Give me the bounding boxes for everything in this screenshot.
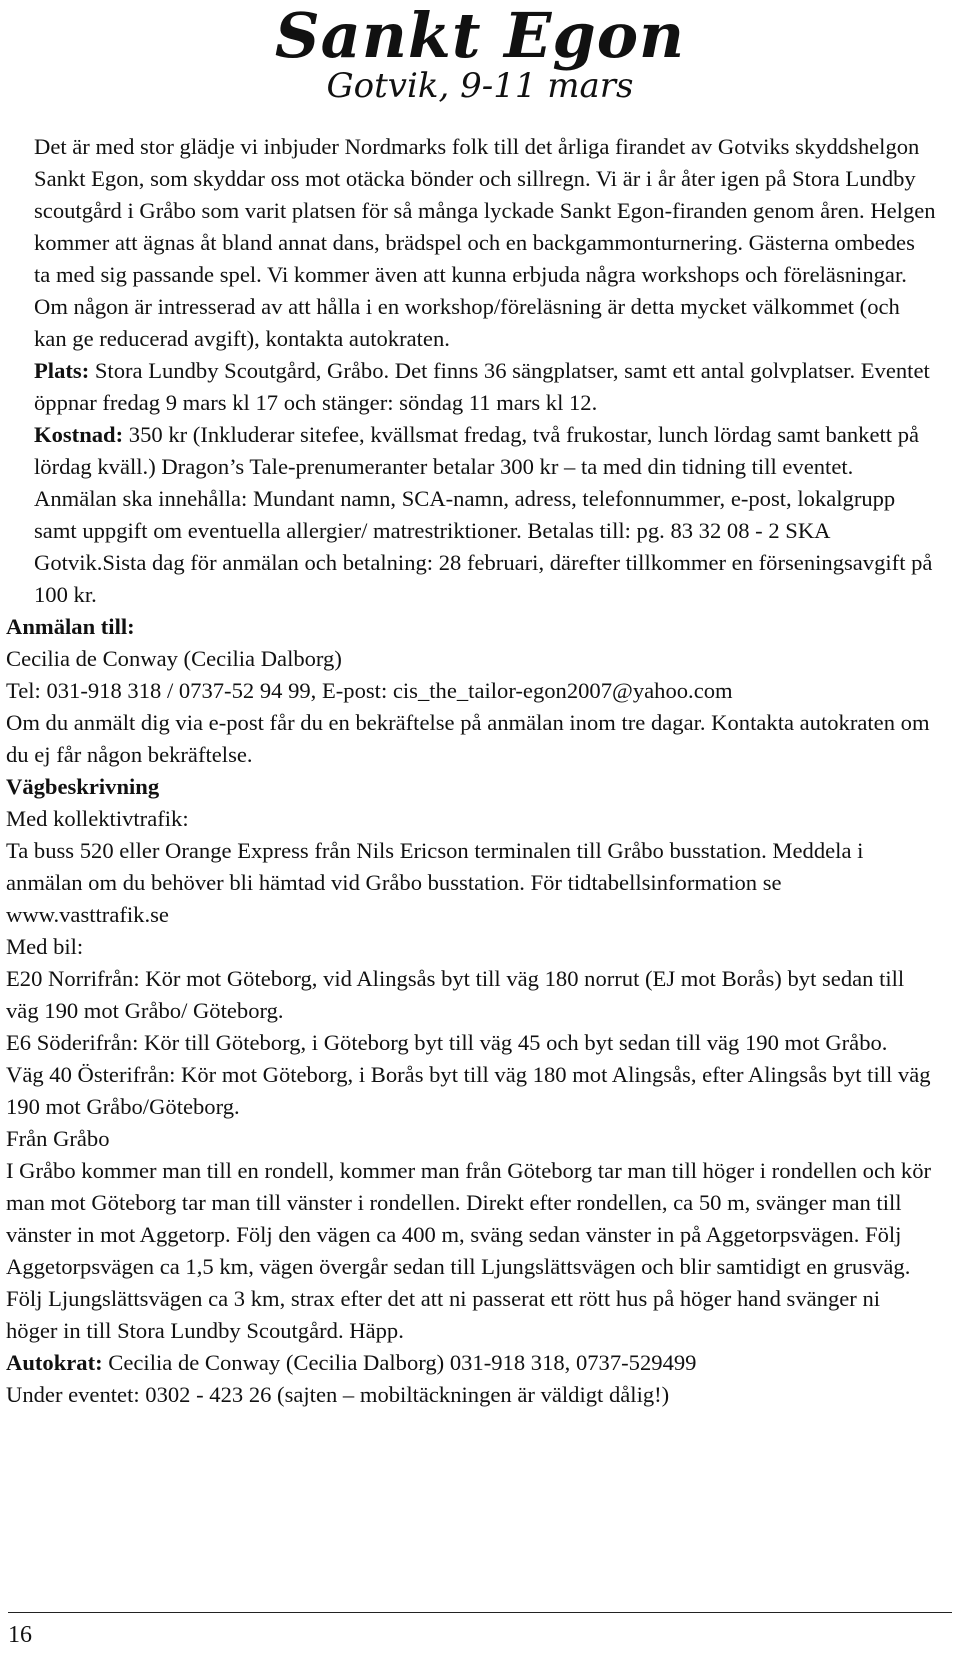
- autokrat-text: Cecilia de Conway (Cecilia Dalborg) 031-918 318, 0737-529499: [102, 1350, 697, 1375]
- footer-rule: [8, 1612, 952, 1613]
- vagbeskrivning-heading: Vägbeskrivning: [6, 774, 160, 799]
- anmalan-name: Cecilia de Conway (Cecilia Dalborg): [6, 646, 342, 671]
- kollektiv-text: Ta buss 520 eller Orange Express från Nils Ericson terminalen till Gråbo busstation. Meddela i anmälan om du behöver bli hämtad vid Gråbo busstation. För tidtabellsinformation se www.vasttrafik.se: [6, 838, 864, 927]
- article-body: [6, 131, 936, 1411]
- grabo-heading: Från Gråbo: [6, 1126, 110, 1151]
- plats-label: Plats:: [34, 358, 90, 383]
- page-title: Sankt Egon: [274, 0, 686, 72]
- under-eventet: Under eventet: 0302 - 423 26 (sajten – mobiltäckningen är väldigt dålig!): [6, 1382, 670, 1407]
- kollektiv-heading: Med kollektivtrafik:: [6, 806, 189, 831]
- anmalan-info: Om du anmält dig via e-post får du en bekräftelse på anmälan inom tre dagar. Kontakta autokraten om du ej får någon bekräftelse.: [6, 710, 930, 767]
- e6-directions: E6 Söderifrån: Kör till Göteborg, i Göteborg byt till väg 45 och byt sedan till väg 190 mot Gråbo.: [6, 1030, 888, 1055]
- page-number: 16: [8, 1622, 32, 1648]
- grabo-directions: I Gråbo kommer man till en rondell, kommer man från Göteborg tar man till höger i rondellen och kör man mot Göteborg tar man till vänster i rondellen. Direkt efter rondellen, ca 50 m, svänger man till vänster in mot Aggetorp. Följ den vägen ca 400 m, sväng sedan vänster in på Aggetorpsvägen. Följ Aggetorpsvägen ca 1,5 km, vägen övergår sedan till Ljungslättsvägen och blir samtidigt en grusväg. Följ Ljungslättsvägen ca 3 km, strax efter det att ni passerat ett rött hus på höger hand svänger ni höger in till Stora Lundby Scoutgård. Häpp.: [6, 1158, 932, 1343]
- plats-text: Stora Lundby Scoutgård, Gråbo. Det finns 36 sängplatser, samt ett antal golvplatser. Eventet öppnar fredag 9 mars kl 17 och stänger: söndag 11 mars kl 12.: [34, 358, 930, 415]
- e20-directions: E20 Norrifrån: Kör mot Göteborg, vid Alingsås byt till väg 180 norrut (EJ mot Borås) byt sedan till väg 190 mot Gråbo/ Göteborg.: [6, 966, 905, 1023]
- vag40-directions: Väg 40 Österifrån: Kör mot Göteborg, i Borås byt till väg 180 mot Alingsås, efter Alingsås byt till väg 190 mot Gråbo/Göteborg.: [6, 1062, 931, 1119]
- anmalan-heading: Anmälan till:: [6, 614, 135, 639]
- autokrat-label: Autokrat:: [6, 1350, 103, 1375]
- kostnad-paragraph: [6, 419, 936, 611]
- bil-heading: Med bil:: [6, 934, 84, 959]
- anmalan-contact: Tel: 031-918 318 / 0737-52 94 99, E-post: cis_the_tailor-egon2007@yahoo.com: [6, 678, 733, 703]
- kostnad-label: Kostnad:: [34, 422, 124, 447]
- plats-paragraph: [6, 355, 936, 419]
- autokrat-paragraph: [6, 1347, 936, 1379]
- intro-paragraph: Det är med stor glädje vi inbjuder Nordmarks folk till det årliga firandet av Gotviks skyddshelgon Sankt Egon, som skyddar oss mot otäcka bönder och sillregn. Vi är i år åter igen på Stora Lundby scoutgård i Gråbo som varit platsen för så många lyckade Sankt Egon-firanden genom åren. Helgen kommer att ägnas åt bland annat dans, brädspel och en backgammonturnering. Gästerna ombedes ta med sig passande spel. Vi kommer även att kunna erbjuda några workshops och föreläsningar. Om någon är intresserad av att hålla i en workshop/föreläsning är detta mycket välkommet (och kan ge reducerad avgift), kontakta autokraten.: [34, 134, 936, 351]
- kostnad-text: 350 kr (Inkluderar sitefee, kvällsmat fredag, två frukostar, lunch lördag samt bankett på lördag kväll.) Dragon’s Tale-prenumeranter betalar 300 kr – ta med din tidning till eventet. Anmälan ska innehålla: Mundant namn, SCA-namn, adress, telefonnummer, e-post, lokalgrupp samt uppgift om eventuella allergier/ matrestriktioner. Betalas till: pg. 83 32 08 - 2 SKA Gotvik.Sista dag för anmälan och betalning: 28 februari, därefter tillkommer en förseningsavgift på 100 kr.: [34, 422, 933, 607]
- page-subtitle: Gotvik, 9-11 mars: [326, 66, 634, 106]
